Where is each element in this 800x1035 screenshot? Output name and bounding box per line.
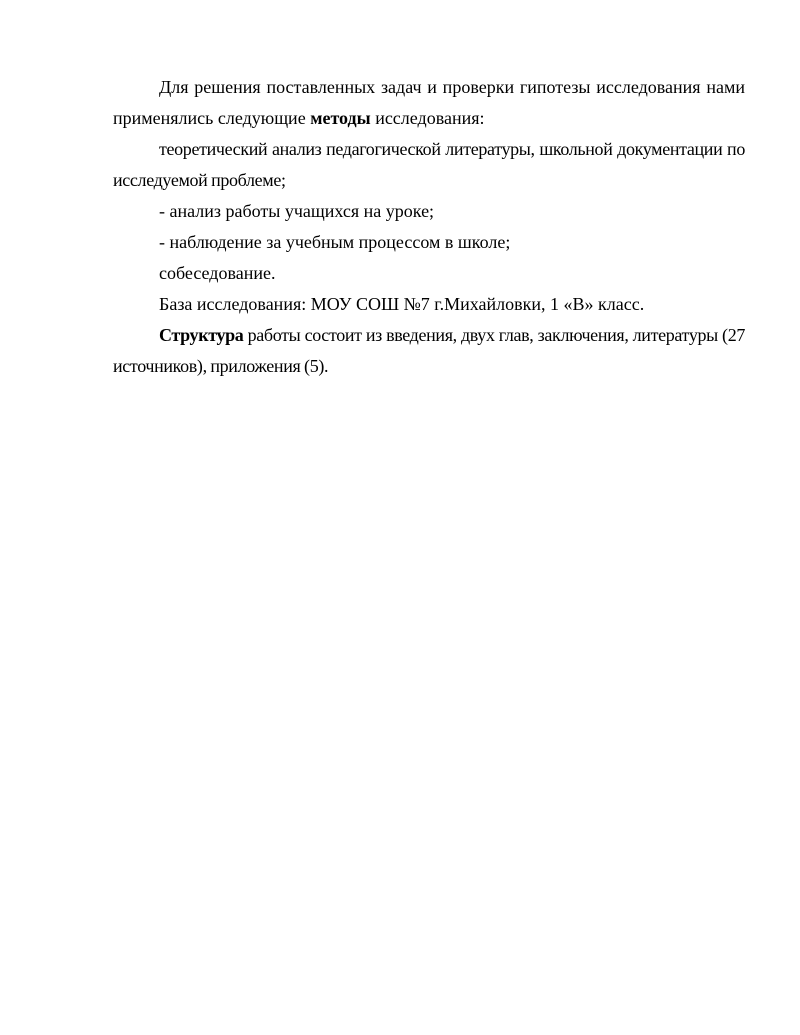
methods-paragraph <box>113 72 745 134</box>
interview-item: собеседование. <box>159 263 276 283</box>
lesson-analysis-item: - анализ работы учащихся на уроке; <box>159 201 435 221</box>
methods-bold-word: методы <box>310 108 371 128</box>
research-base-paragraph: База исследования: МОУ СОШ №7 г.Михайловки, 1 «В» класс. <box>159 294 645 314</box>
theoretical-analysis-paragraph: теоретический анализ педагогической литературы, школьной документации по исследуемой проблеме; <box>113 139 745 190</box>
structure-bold-word: Структура <box>159 325 244 345</box>
document-body <box>113 72 745 382</box>
structure-paragraph <box>113 320 745 382</box>
observation-item: - наблюдение за учебным процессом в школе; <box>159 232 511 252</box>
methods-outro-text: исследования: <box>370 108 485 128</box>
structure-description-text: работы состоит из введения, двух глав, заключения, литературы (27 источников), приложения (5). <box>113 325 745 376</box>
methods-intro-text: Для решения поставленных задач и проверки гипотезы исследования нами применялись следующие <box>113 77 745 128</box>
